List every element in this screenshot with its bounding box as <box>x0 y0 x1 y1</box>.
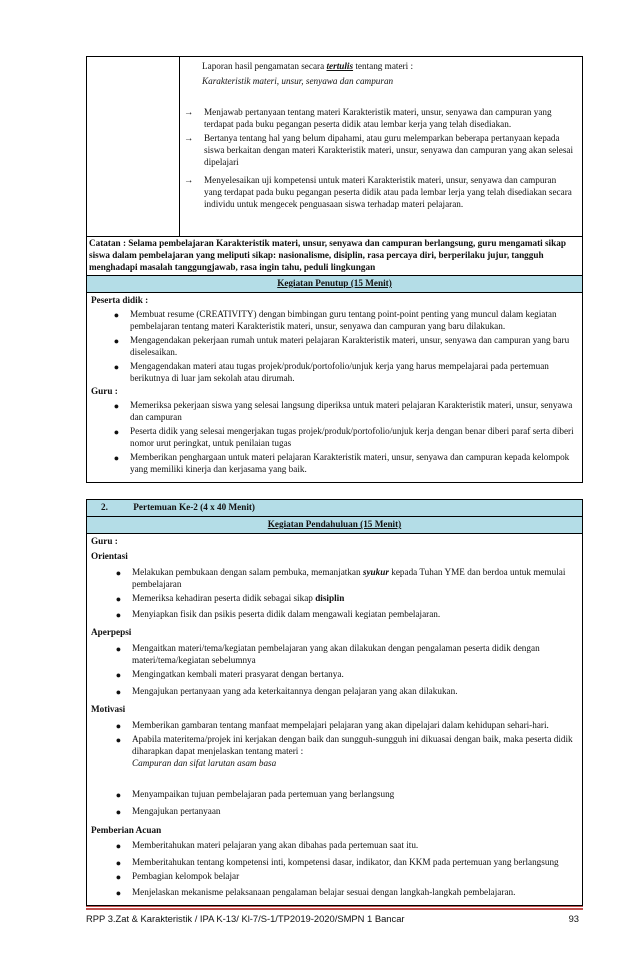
bullet-icon: ● <box>113 361 120 372</box>
list-item: ● Memberikan gambaran tentang manfaat mempelajari pelajaran yang akan dipelajari dalam kehidupan sehari-hari. <box>113 720 576 732</box>
laporan-emphasis: tertulis <box>326 61 354 71</box>
laporan-line: Laporan hasil pengamatan secara tertulis tentang materi : <box>202 61 413 71</box>
list-item: ● Mengajukan pertanyaan yang ada keterkaitannya dengan pelajaran yang akan dilakukan. <box>113 686 576 698</box>
list-item: ● Menjelaskan mekanisme pelaksanaan pengalaman belajar sesuai dengan langkah-langkah pembelajaran. <box>113 887 576 899</box>
orientasi-title: Orientasi <box>91 551 128 562</box>
guru-label: Guru : <box>91 536 118 547</box>
bullet-icon: ● <box>113 309 120 320</box>
arrow-icon: → <box>184 132 194 143</box>
bullet-icon: ● <box>115 871 122 882</box>
pertemuan-2-header-row <box>87 500 583 517</box>
bullet-icon: ● <box>113 335 120 346</box>
pendahuluan-row <box>87 534 583 906</box>
arrow-item: → Bertanya tentang hal yang belum dipahami, atau guru melemparkan beberapa pertanyaan kepada siswa berkaitan dengan materi Karakteristik materi, unsur, senyawa dan campuran yang akan selesai dipelajari <box>184 132 574 167</box>
pertemuan-title: Pertemuan Ke-2 (4 x 40 Menit) <box>133 502 255 513</box>
footer-text: RPP 3.Zat & Karakteristik / IPA K-13/ Kl-7/S-1/TP2019-2020/SMPN 1 Bancar <box>86 913 405 924</box>
arrow-icon: → <box>184 106 194 117</box>
syukur-emphasis: syukur <box>362 566 389 577</box>
bullet-icon: ● <box>113 401 120 412</box>
motivasi-topic: Campuran dan sifat larutan asam basa <box>132 758 277 769</box>
bullet-icon: ● <box>115 807 122 818</box>
pendahuluan-bar-row <box>87 517 583 534</box>
list-item: ● Pembagian kelompok belajar <box>113 871 576 883</box>
bullet-icon: ● <box>115 887 122 898</box>
bullet-icon: ● <box>115 857 122 868</box>
list-item: ● Melakukan pembukaan dengan salam pembuka, memanjatkan syukur kepada Tuhan YME dan berdoa untuk memulai pembelajaran <box>113 567 576 591</box>
penutup-bar: Kegiatan Penutup (15 Menit) <box>87 275 583 292</box>
pertemuan-2-header <box>87 500 583 517</box>
bullet-icon: ● <box>115 841 122 852</box>
pertemuan-number: 2. <box>101 502 108 513</box>
penutup-row <box>87 292 583 482</box>
arrow-icon: → <box>184 174 194 185</box>
list-item: ● Mengaitkan materi/tema/kegiatan pembelajaran yang akan dilakukan dengan pengalaman peserta didik dengan materi/tema/kegiatan sebelumnya <box>113 643 576 667</box>
page-footer <box>86 906 583 925</box>
bullet-icon: ● <box>115 567 122 578</box>
arrow-item: → Menyelesaikan uji kompetensi untuk materi Karakteristik materi, unsur, senyawa dan campuran yang terdapat pada buku pegangan peserta didik atau pada lembar lerja yang telah disediakan secara individu untuk mengecek penguasaan siswa terhadap materi pelajaran. <box>184 174 572 209</box>
bullet-icon: ● <box>115 593 122 604</box>
catatan-row <box>87 237 583 276</box>
list-item: ● Memberikan penghargaan untuk materi pelajaran Karakteristik materi, unsur, senyawa dan campuran kepada kelompok yang memiliki kinerja dan kerjasama yang baik. <box>111 452 576 476</box>
list-item: ● Menyiapkan fisik dan psikis peserta didik dalam mengawali kegiatan pembelajaran. <box>113 609 576 621</box>
pendahuluan-cell <box>87 534 583 906</box>
bullet-icon: ● <box>113 427 120 438</box>
activity-table <box>86 56 583 483</box>
document-page <box>86 56 583 906</box>
disiplin-emphasis: disiplin <box>315 592 345 603</box>
penutup-bar-row <box>87 275 583 292</box>
laporan-topic: Karakteristik materi, unsur, senyawa dan campuran <box>202 75 394 86</box>
page-number: 93 <box>568 913 579 924</box>
catatan-text: Catatan : Selama pembelajaran Karakteristik materi, unsur, senyawa dan campuran berlangsung, guru mengamati sikap siswa dalam pembelajaran yang meliputi sikap: nasionalisme, disiplin, rasa percaya diri, berperilaku jujur, tangguh menghadapi masalah tanggungjawab, rasa ingin tahu, peduli lingkungan <box>87 237 583 276</box>
list-item: ● Peserta didik yang selesai mengerjakan tugas projek/produk/portofolio/unjuk kerja dengan benar diberi paraf serta diberi nomor urut peringkat, untuk penilaian tugas <box>111 426 576 450</box>
bullet-icon: ● <box>115 610 122 621</box>
list-item: ● Apabila materitema/projek ini kerjakan dengan baik dan sungguh-sungguh ini dikuasai dengan baik, maka peserta didik diharapkan dapat menjelaskan tentang materi : Campuran dan sifat larutan asam basa <box>113 734 576 770</box>
list-item: ● Membuat resume (CREATIVITY) dengan bimbingan guru tentang point-point penting yang muncul dalam kegiatan pembelajaran tentang materi Karakteristik materi, unsur, senyawa dan campuran yang baru dilakukan. <box>111 309 576 333</box>
pendahuluan-bar: Kegiatan Pendahuluan (15 Menit) <box>87 517 583 534</box>
inti-row <box>87 57 583 237</box>
list-item: ● Memeriksa kehadiran peserta didik sebagai sikap disiplin <box>113 593 576 605</box>
peserta-title: Peserta didik : <box>91 294 149 305</box>
bullet-icon: ● <box>115 670 122 681</box>
list-item: ● Mengajukan pertanyaan <box>113 806 576 818</box>
motivasi-title: Motivasi <box>91 704 126 715</box>
apersepsi-title: Aperpepsi <box>91 627 132 638</box>
bullet-icon: ● <box>113 453 120 464</box>
list-item: ● Menyampaikan tujuan pembelajaran pada pertemuan yang berlangsung <box>113 789 576 801</box>
bullet-icon: ● <box>115 790 122 801</box>
bullet-icon: ● <box>115 721 122 732</box>
acuan-title: Pemberian Acuan <box>91 824 162 835</box>
penutup-cell <box>87 292 583 482</box>
list-item: ● Mengagendakan pekerjaan rumah untuk materi pelajaran Karakteristik materi, unsur, senyawa dan campuran yang baru diselesaikan. <box>111 335 576 359</box>
arrow-item: → Menjawab pertanyaan tentang materi Karakteristik materi, unsur, senyawa dan campuran yang terdapat pada buku pegangan peserta didik atau lembar kerja yang telah disediakan. <box>184 106 552 129</box>
bullet-icon: ● <box>115 735 122 746</box>
empty-left-cell <box>87 57 180 237</box>
list-item: ● Memeriksa pekerjaan siswa yang selesai langsung diperiksa untuk materi pelajaran Karakteristik materi, unsur, senyawa dan campuran <box>111 400 576 424</box>
guru-title: Guru : <box>91 386 118 397</box>
list-item: ● Mengagendakan materi atau tugas projek/produk/portofolio/unjuk kerja yang harus mempelajarai pada pertemuan berikutnya di luar jam sekolah atau dirumah. <box>111 361 576 385</box>
pertemuan-2-table <box>86 499 583 906</box>
list-item: ● Mengingatkan kembali materi prasyarat dengan bertanya. <box>113 669 576 681</box>
inti-content-cell <box>180 57 583 237</box>
bullet-icon: ● <box>115 687 122 698</box>
list-item: ● Memberitahukan tentang kompetensi inti, kompetensi dasar, indikator, dan KKM pada pertemuan yang berlangsung <box>113 857 576 869</box>
list-item: ● Memberitahukan materi pelajaran yang akan dibahas pada pertemuan saat itu. <box>113 840 576 852</box>
bullet-icon: ● <box>115 644 122 655</box>
